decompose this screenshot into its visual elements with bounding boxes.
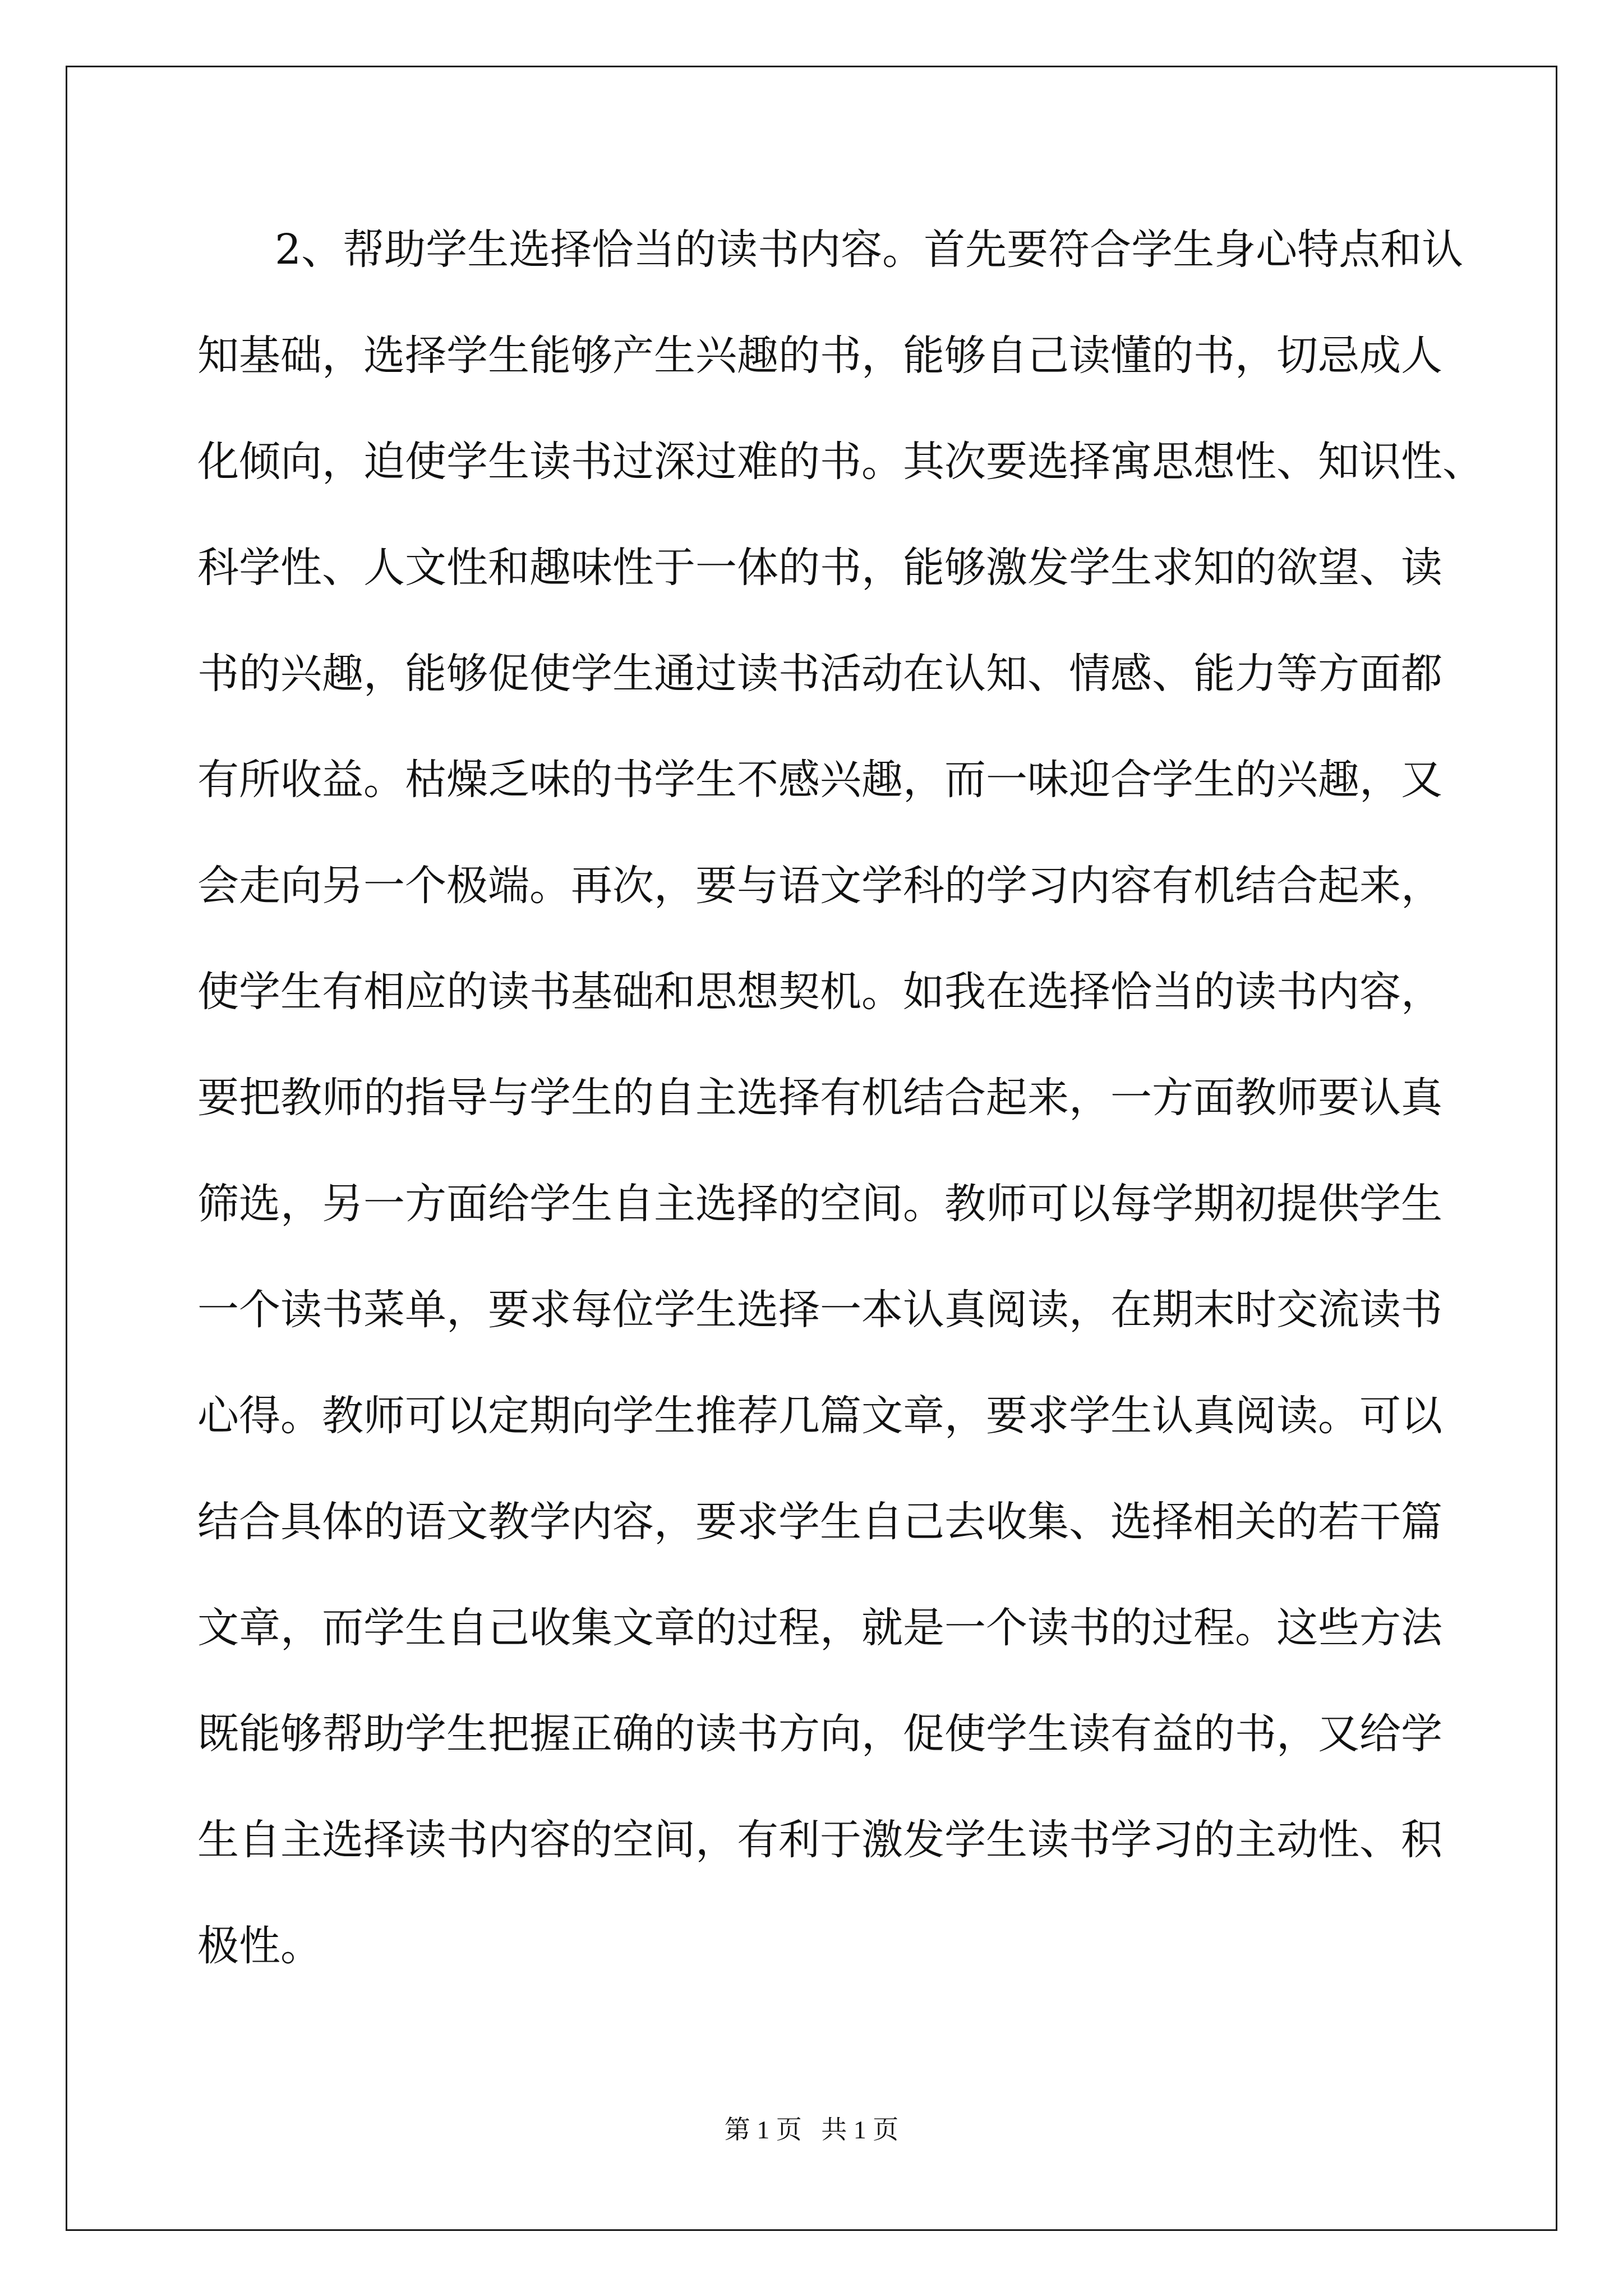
paragraph-line: 一个读书菜单，要求每位学生选择一本认真阅读，在期末时交流读书 xyxy=(197,1286,1442,1334)
paragraph-line: 化倾向，迫使学生读书过深过难的书。其次要选择寓思想性、知识性、 xyxy=(197,438,1484,486)
paragraph-line: 2、帮助学生选择恰当的读书内容。首先要符合学生身心特点和认 xyxy=(275,226,1464,274)
paragraph-line: 文章，而学生自己收集文章的过程，就是一个读书的过程。这些方法 xyxy=(197,1604,1442,1652)
paragraph-line: 科学性、人文性和趣味性于一体的书，能够激发学生求知的欲望、读 xyxy=(197,544,1442,592)
paragraph-line: 使学生有相应的读书基础和思想契机。如我在选择恰当的读书内容， xyxy=(197,968,1442,1016)
paragraph-line: 筛选，另一方面给学生自主选择的空间。教师可以每学期初提供学生 xyxy=(197,1180,1442,1228)
paragraph-line: 心得。教师可以定期向学生推荐几篇文章，要求学生认真阅读。可以 xyxy=(197,1392,1442,1440)
paragraph-line: 极性。 xyxy=(197,1922,322,1970)
paragraph-line: 既能够帮助学生把握正确的读书方向，促使学生读有益的书，又给学 xyxy=(197,1710,1442,1758)
paragraph-line: 生自主选择读书内容的空间，有利于激发学生读书学习的主动性、积 xyxy=(197,1816,1442,1864)
paragraph-line: 书的兴趣，能够促使学生通过读书活动在认知、情感、能力等方面都 xyxy=(197,650,1442,698)
paragraph-line: 有所收益。枯燥乏味的书学生不感兴趣，而一味迎合学生的兴趣，又 xyxy=(197,756,1442,804)
paragraph-line: 要把教师的指导与学生的自主选择有机结合起来，一方面教师要认真 xyxy=(197,1074,1442,1122)
body-paragraph xyxy=(197,222,1484,2024)
paragraph-line: 知基础，选择学生能够产生兴趣的书，能够自己读懂的书，切忌成人 xyxy=(197,332,1442,380)
paragraph-line: 结合具体的语文教学内容，要求学生自己去收集、选择相关的若干篇 xyxy=(197,1498,1442,1546)
paragraph-line: 会走向另一个极端。再次，要与语文学科的学习内容有机结合起来， xyxy=(197,862,1442,910)
page-number-footer: 第 1 页 共 1 页 xyxy=(724,2115,899,2144)
